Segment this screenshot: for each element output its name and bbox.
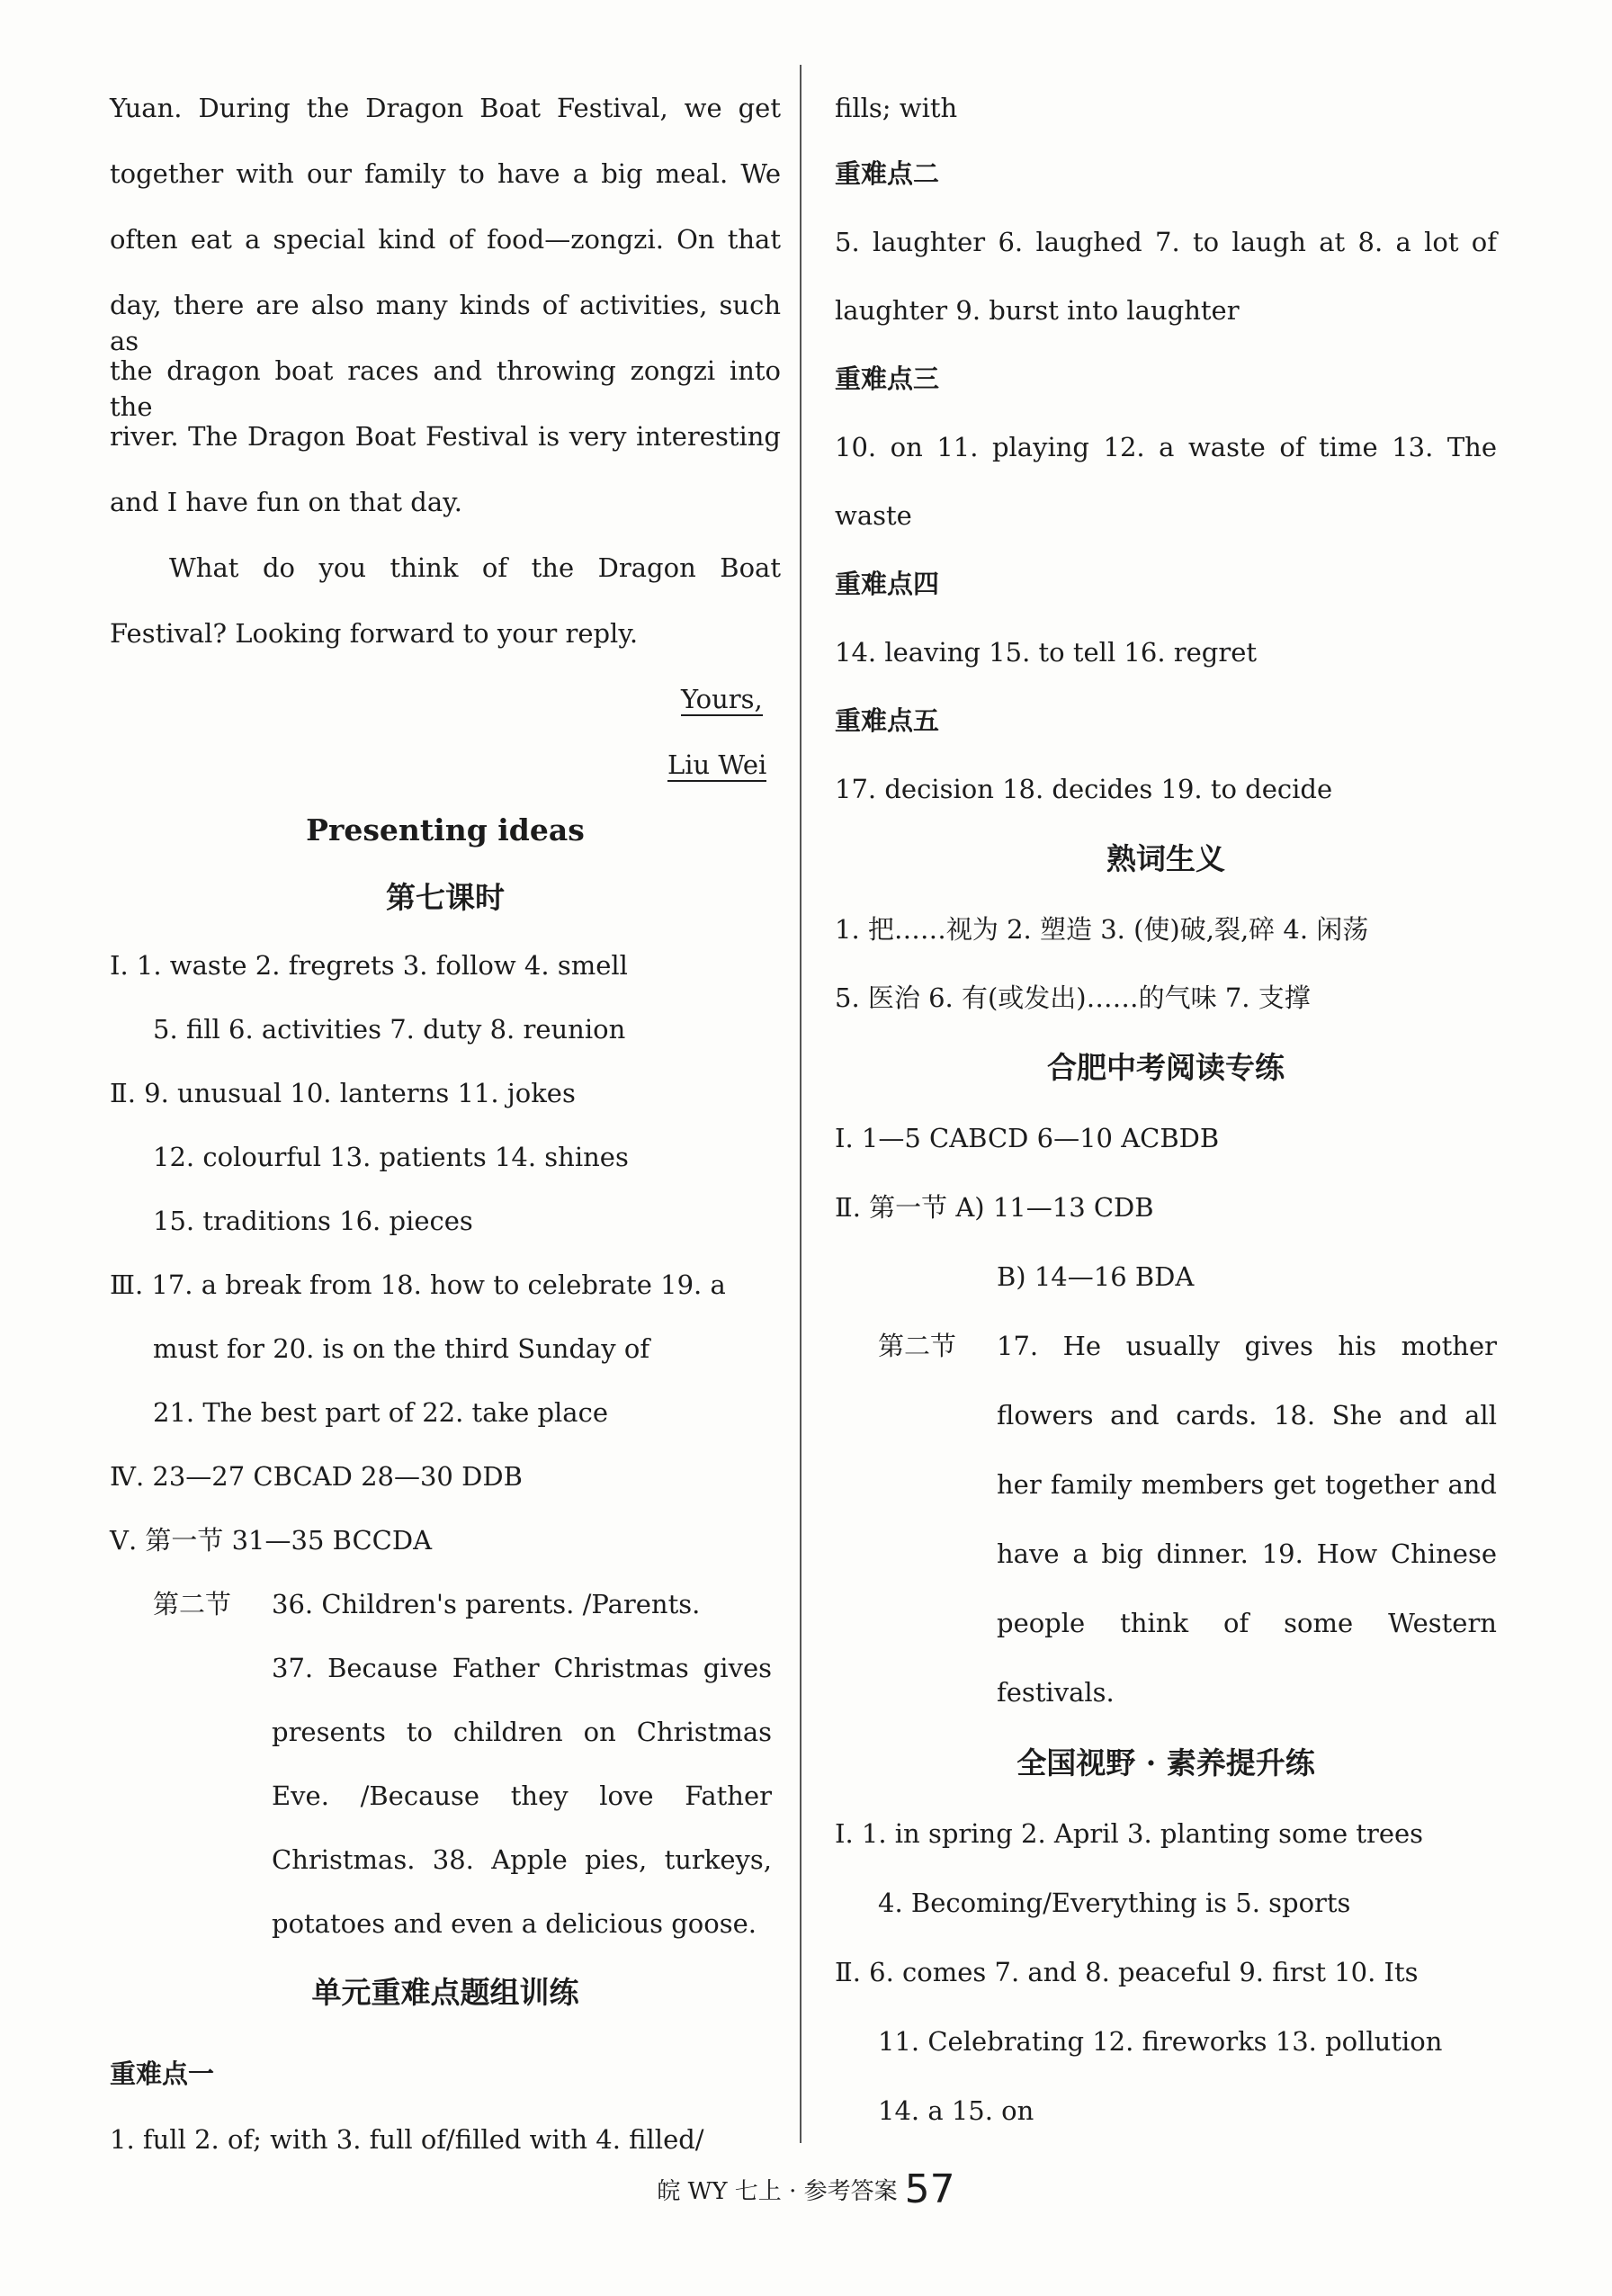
letter-signature: Liu Wei [667, 749, 767, 780]
answer-line: Ⅴ. 第一节 31—35 BCCDA [110, 1525, 433, 1556]
answer-line: flowers and cards. 18. She and all [997, 1400, 1497, 1431]
answer-line: must for 20. is on the third Sunday of [153, 1333, 650, 1364]
subsection-key5: 重难点五 [835, 705, 940, 736]
answer-line: 14. leaving 15. to tell 16. regret [835, 637, 1258, 668]
section-title-unit: 单元重难点题组训练 [311, 1975, 579, 2010]
section-label: 第二节 [878, 1331, 957, 1361]
section-title-hefei: 合肥中考阅读专练 [1047, 1050, 1285, 1085]
section-title-familiar: 熟词生义 [1106, 841, 1225, 876]
answer-line: 1. full 2. of; with 3. full of/filled with 4. filled/ [110, 2124, 704, 2155]
letter-closing: Yours, [681, 684, 763, 714]
letter-line: often eat a special kind of food—zongzi. On that [110, 224, 781, 255]
answer-line: 21. The best part of 22. take place [153, 1397, 608, 1428]
answer-line: 37. Because Father Christmas gives [272, 1653, 772, 1683]
answer-line: waste [835, 500, 912, 531]
answer-line: fills; with [835, 93, 958, 123]
letter-line: day, there are also many kinds of activities, such as [110, 290, 781, 356]
answer-line: 15. traditions 16. pieces [153, 1206, 473, 1236]
section-title-lesson7: 第七课时 [386, 880, 505, 915]
subsection-key4: 重难点四 [835, 569, 940, 599]
letter-line: together with our family to have a big meal. We [110, 158, 781, 189]
letter-line: Yuan. During the Dragon Boat Festival, we get [110, 93, 781, 123]
answer-line: Eve. /Because they love Father [272, 1780, 772, 1811]
answer-line: presents to children on Christmas [272, 1717, 772, 1747]
answer-line: festivals. [997, 1677, 1115, 1708]
answer-line: potatoes and even a delicious goose. [272, 1908, 757, 1939]
answer-line: Ⅱ. 6. comes 7. and 8. peaceful 9. first 10. Its [835, 1957, 1419, 1987]
answer-line: people think of some Western [997, 1608, 1497, 1638]
answer-line: Ⅲ. 17. a break from 18. how to celebrate 19. a [110, 1269, 726, 1300]
letter-line: the dragon boat races and throwing zongzi into the [110, 355, 781, 422]
answer-line: Ⅰ. 1—5 CABCD 6—10 ACBDB [835, 1123, 1220, 1153]
answer-line: 10. on 11. playing 12. a waste of time 13. The [835, 432, 1497, 462]
answer-line: 11. Celebrating 12. fireworks 13. pollution [878, 2026, 1443, 2057]
answer-line: 17. decision 18. decides 19. to decide [835, 774, 1333, 804]
answer-line: 12. colourful 13. patients 14. shines [153, 1142, 629, 1172]
answer-line: her family members get together and [997, 1469, 1497, 1500]
answer-line: 4. Becoming/Everything is 5. sports [878, 1888, 1351, 1918]
subsection-key1: 重难点一 [110, 2058, 215, 2089]
answer-line: Christmas. 38. Apple pies, turkeys, [272, 1844, 772, 1875]
letter-line: What do you think of the Dragon Boat [169, 552, 781, 583]
letter-line: and I have fun on that day. [110, 487, 462, 517]
section-label: 第二节 [153, 1589, 232, 1619]
answer-line: 5. fill 6. activities 7. duty 8. reunion [153, 1014, 626, 1045]
answer-line: 1. 把……视为 2. 塑造 3. (使)破,裂,碎 4. 闲荡 [835, 914, 1369, 945]
answer-line: 36. Children's parents. /Parents. [272, 1589, 701, 1619]
answer-line: laughter 9. burst into laughter [835, 295, 1240, 326]
letter-line: Festival? Looking forward to your reply. [110, 618, 639, 649]
answer-line: 5. 医治 6. 有(或发出)……的气味 7. 支撑 [835, 982, 1311, 1013]
answer-line: 5. laughter 6. laughed 7. to laugh at 8. a lot of [835, 227, 1497, 257]
subsection-key3: 重难点三 [835, 363, 940, 394]
answer-line: Ⅱ. 9. unusual 10. lanterns 11. jokes [110, 1078, 576, 1108]
page-footer [0, 2166, 1612, 2212]
subsection-key2: 重难点二 [835, 158, 940, 189]
letter-line: river. The Dragon Boat Festival is very interesting [110, 421, 781, 452]
answer-line: Ⅱ. 第一节 A) 11—13 CDB [835, 1192, 1154, 1223]
column-divider [800, 65, 802, 2143]
answer-line: have a big dinner. 19. How Chinese [997, 1538, 1497, 1569]
answer-line: Ⅰ. 1. waste 2. fregrets 3. follow 4. smell [110, 950, 628, 981]
answer-line: B) 14—16 BDA [997, 1261, 1195, 1292]
footer-text: 皖 WY 七上 · 参考答案 [657, 2178, 898, 2205]
answer-line: 17. He usually gives his mother [997, 1331, 1497, 1361]
answer-line: Ⅳ. 23—27 CBCAD 28—30 DDB [110, 1461, 523, 1492]
page-number: 57 [904, 2166, 955, 2212]
section-title-national: 全国视野 · 素养提升练 [1016, 1745, 1315, 1780]
section-title-presenting-ideas: Presenting ideas [306, 812, 585, 848]
answer-line: Ⅰ. 1. in spring 2. April 3. planting some trees [835, 1818, 1424, 1849]
answer-line: 14. a 15. on [878, 2095, 1034, 2126]
